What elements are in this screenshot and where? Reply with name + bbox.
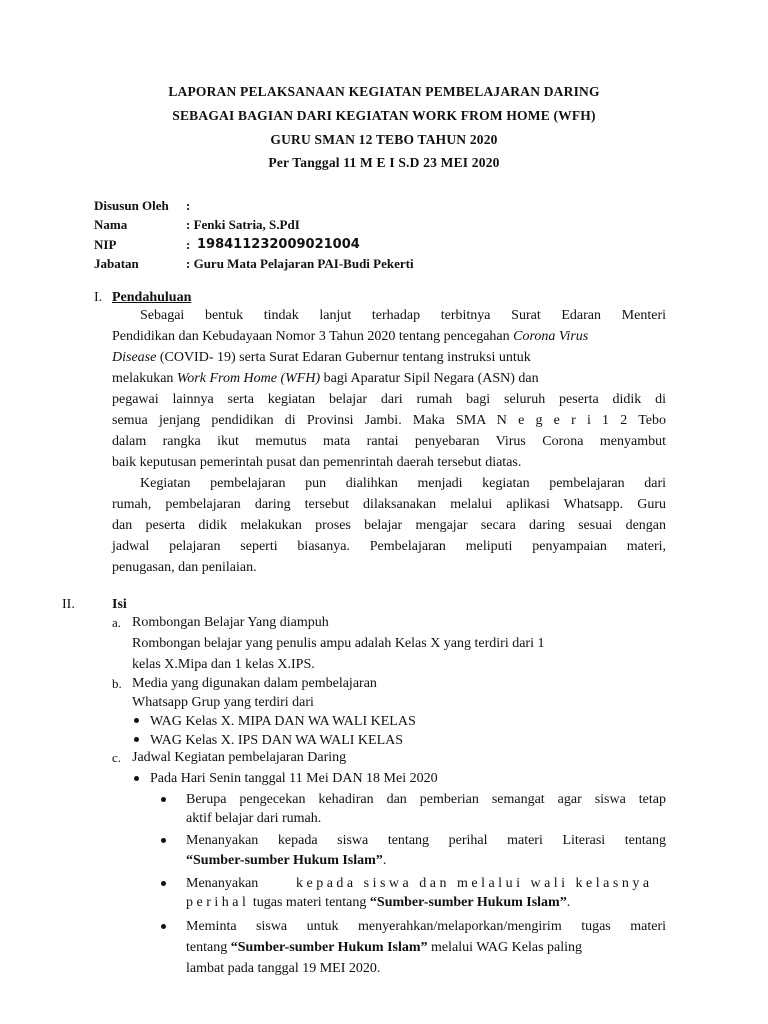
intro-line-2: Pendidikan dan Kebudayaan Nomor 3 Tahun 2020 tentang pencegahan Corona Virus	[112, 329, 589, 344]
bullet-icon	[134, 718, 139, 723]
nip-label: NIP	[94, 237, 117, 252]
nama-value: : Fenki Satria, S.PdI	[186, 217, 300, 232]
item-b-title: Media yang digunakan dalam pembelajaran	[132, 676, 377, 691]
intro-line-4: melakukan Work From Home (WFH) bagi Aparatur Sipil Negara (ASN) dan	[112, 371, 539, 386]
activity-2-line-2: “Sumber-sumber Hukum Islam”.	[186, 853, 387, 868]
item-b-text: Whatsapp Grup yang terdiri dari	[132, 695, 314, 710]
item-a-title: Rombongan Belajar Yang diampuh	[132, 615, 329, 630]
activity-1-line-2: aktif belajar dari rumah.	[186, 811, 322, 826]
activity-4-line-1: Meminta siswa untuk menyerahkan/melaporkan/mengirim tugas materi	[186, 919, 666, 934]
para2-line-2: rumah, pembelajaran daring tersebut dilaksanakan melalui aplikasi Whatsapp. Guru	[112, 497, 666, 512]
activity-4-line-2: tentang “Sumber-sumber Hukum Islam” melalui WAG Kelas paling	[186, 940, 583, 955]
item-c-label: c.	[112, 750, 122, 765]
report-title-line-4: Per Tanggal 11 M E I S.D 23 MEI 2020	[268, 155, 500, 170]
intro-line-3: Disease (COVID- 19) serta Surat Edaran Gubernur tentang instruksi untuk	[112, 350, 531, 365]
para2-line-5: penugasan, dan penilaian.	[112, 560, 257, 575]
activity-3-line-1-a: Menanyakan	[186, 876, 259, 891]
jabatan-value: : Guru Mata Pelajaran PAI-Budi Pekerti	[186, 256, 414, 271]
item-a-text-1: Rombongan belajar yang penulis ampu adalah Kelas X yang terdiri dari 1	[132, 636, 545, 651]
intro-line-7: dalam rangka ikut memutus mata rantai penyebaran Virus Corona menyambut	[112, 434, 666, 449]
activity-1-line-1: Berupa pengecekan kehadiran dan pemberian semangat agar siswa tetap	[186, 792, 666, 807]
item-c-title: Jadwal Kegiatan pembelajaran Daring	[132, 750, 347, 765]
intro-line-1: Sebagai bentuk tindak lanjut terhadap terbitnya Surat Edaran Menteri	[140, 308, 666, 323]
nip-value: 198411232009021004	[197, 237, 360, 252]
nip-colon: :	[186, 237, 191, 252]
bullet-icon	[161, 881, 166, 886]
activity-4-line-3: lambat pada tanggal 19 MEI 2020.	[186, 961, 381, 976]
intro-line-6: semua jenjang pendidikan di Provinsi Jambi. Maka SMA N e g e r i 1 2 Tebo	[112, 413, 666, 428]
media-item-1: WAG Kelas X. MIPA DAN WA WALI KELAS	[150, 714, 416, 729]
item-a-text-2: kelas X.Mipa dan 1 kelas X.IPS.	[132, 657, 315, 672]
nama-label: Nama	[94, 217, 128, 232]
intro-line-5: pegawai lainnya serta kegiatan belajar dari rumah bagi seluruh peserta didik di	[112, 392, 666, 407]
schedule-day: Pada Hari Senin tanggal 11 Mei DAN 18 Mei 2020	[150, 771, 438, 786]
media-item-2: WAG Kelas X. IPS DAN WA WALI KELAS	[150, 733, 404, 748]
item-a-label: a.	[112, 615, 122, 630]
para2-line-1: Kegiatan pembelajaran pun dialihkan menjadi kegiatan pembelajaran dari	[140, 476, 666, 491]
report-title-line-1: LAPORAN PELAKSANAAN KEGIATAN PEMBELAJARAN DARING	[168, 84, 600, 99]
disusun-label: Disusun Oleh	[94, 198, 169, 213]
bullet-icon	[134, 776, 139, 781]
section-1-heading: Pendahuluan	[112, 290, 192, 305]
section-2-heading: Isi	[112, 597, 127, 612]
bullet-icon	[161, 838, 166, 843]
report-title-line-3: GURU SMAN 12 TEBO TAHUN 2020	[270, 132, 498, 147]
disusun-value: :	[186, 198, 191, 213]
report-title-line-2: SEBAGAI BAGIAN DARI KEGIATAN WORK FROM HOME (WFH)	[172, 108, 596, 123]
item-b-label: b.	[112, 676, 122, 691]
bullet-icon	[161, 924, 166, 929]
intro-line-8: baik keputusan pemerintah pusat dan pemenrintah daerah tersebut diatas.	[112, 455, 522, 470]
para2-line-3: dan peserta didik melakukan proses belajar mengajar secara daring sesuai dengan	[112, 518, 666, 533]
activity-3-line-2: perihal tugas materi tentang “Sumber-sumber Hukum Islam”.	[186, 895, 571, 910]
activity-3-line-1-b: kepada siswa dan melalui wali kelasnya	[296, 876, 653, 891]
section-1-number: I.	[94, 290, 103, 305]
section-2-number: II.	[62, 597, 75, 612]
bullet-icon	[134, 737, 139, 742]
jabatan-label: Jabatan	[94, 256, 139, 271]
bullet-icon	[161, 797, 166, 802]
para2-line-4: jadwal pelajaran seperti biasanya. Pembelajaran meliputi penyampaian materi,	[112, 539, 666, 554]
activity-2-line-1: Menanyakan kepada siswa tentang perihal materi Literasi tentang	[186, 833, 666, 848]
